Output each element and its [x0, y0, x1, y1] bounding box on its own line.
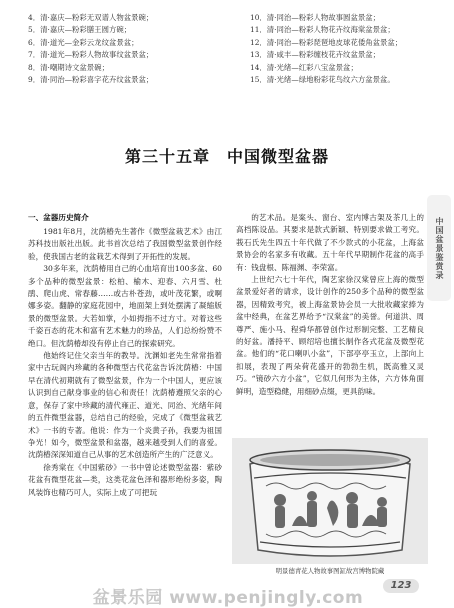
list-item: 13．清·咸丰—粉彩缠枝花卉纹盆景盆；: [250, 50, 381, 60]
list-item: 12．清·同治—粉彩琵琶地皮球花倭角盆景盆；: [250, 37, 403, 47]
list-item: 11．清·同治—粉彩人物花卉纹海棠盆景盆；: [250, 25, 395, 35]
paragraph: 徐秀棠在《中国紫砂》一书中曾论述微型盆器：紫砂花盆有微型花盆—类，这类花盆色泽和器形绝纷多姿，陶风装饰也精巧可人，实际上成了可把玩: [28, 462, 222, 497]
list-item: 5．清·嘉庆—粉彩膳王圆方碗；: [28, 25, 132, 35]
porcelain-vat-illustration: [232, 438, 428, 564]
figure-list-left: [28, 12, 218, 86]
watermark: 盆景乐园 www.penjingly.com: [92, 588, 364, 608]
body-column-left: [28, 226, 222, 499]
paragraph: 1981年8月，沈荫椿先生著作《微型盆栽艺术》由江苏科技出版社出版。此书首次总结了我国微型盆景创作经验，使我国古老的盆栽艺术得到了开拓性的发展。: [28, 227, 222, 261]
body-column-right: [236, 212, 424, 398]
list-item: 15．清·光绪—绿地粉彩花鸟纹六方盆景盆。: [250, 75, 395, 85]
list-item: 8．清·嘲期诗文盆景碗；: [28, 62, 109, 72]
list-item: 9．清·同治—粉彩喜字花卉纹盆景盆；: [28, 75, 154, 85]
figure-list-right: [250, 12, 445, 86]
paragraph: 上世纪六七十年代，陶艺家徐汉棠曾应上海的微型盆景爱好者的请求，设计创作的250多个品种的微型盆器，因精致考究，被上海盆景协会员一大批收藏家捧为盆中经典，在盆艺界给予“汉棠盆”的美誉。何道洪、周尊严、施小马、程舜华都曾创作过形制完整、工艺精良的好盆。潘持平、顾绍培也擅长制作各式花盆及微型花盆。他们的“花口喇叭小盆”，下部亭亭玉立，上部向上扣展，表现了两朵荷花盛开的勃勃生机，既高雅又灵巧。“镜砂六方小盆”，它似几何形为主体，六方体角面鲜明，造型稳健，用细砂点缀，更具韵味。: [236, 275, 424, 396]
chapter-title: 第三十五章 中国微型盆器: [124, 147, 329, 166]
page-number: 123: [383, 579, 419, 593]
list-item: 6．清·道光—金彩云龙纹盆景盆；: [28, 37, 139, 47]
list-item: 4．清·嘉庆—粉彩无双谱人物盆景碗；: [28, 13, 154, 22]
section-heading: 一、盆器历史简介: [28, 213, 89, 222]
porcelain-vat-photo: [232, 438, 428, 564]
list-item: 14．清·光绪—红彩八宝盆景盆；: [250, 62, 358, 72]
paragraph: 的艺术品。是案头、窗台、室内博古架及茶几上的高档陈设品。其要求是款式新颖、特别要求做工考究。莪石氏先生四五十年代做了不少款式的小花盆，上海盆景协会的名家多有收藏。五十年代早期制作花盆的高手有：钱盘根、陈福渊、李荣富。: [236, 213, 424, 272]
paragraph: 30多年来，沈荫椿用自己的心血培育出100多盆、60多个品种的微型盆景：松柏、榆木、迎春、六月雪、杜鹃、爬山虎、常春藤……或古朴苍劲，或叶茂花繁，或啊娜多姿。翻静的家庭花园中，地面架上到处摆满了凝缩版景的微型盆景。大若如掌，小如拇指不过方寸。对着这些千姿百态的花木和富有艺术魅力的珍品，人们总纷纷赞不绝口。但沈荫椿却没有停止自己的探索研究。: [28, 264, 222, 348]
photo-caption: 明景德青花人物故事图缸故宫博物院藏: [275, 567, 385, 575]
list-item: 7．清·道光—粉彩人物故事纹盆景盆；: [28, 50, 154, 60]
side-tab: 中国盆景鉴赏录: [427, 195, 451, 301]
list-item: 10．清·同治—粉彩人物故事圆盆景盆；: [250, 13, 381, 22]
paragraph: 他始终记住父亲当年的教导。沈渊如老先生常常指着家中古玩阁内珍藏的各种微型古代花盆告诉沈荫椿：中国早在清代初期就有了微型盆景，作为一个中国人，更应该认识到自己献身事业的信心和责任！沈荫椿遵照父亲的心意，保存了家中珍藏的清代雍正、道光、同治、光绪年间的五件微型盆器，总结自己的经验，完成了《微型盆栽艺术》一书的专著。他说：作为一个炎黄子孙，我要为祖国争光！如今，微型盆景和盆器，越来越受到人们的喜爱。沈荫椿深深知道自己从事的艺术创造所产生的广泛意义。: [28, 351, 222, 460]
